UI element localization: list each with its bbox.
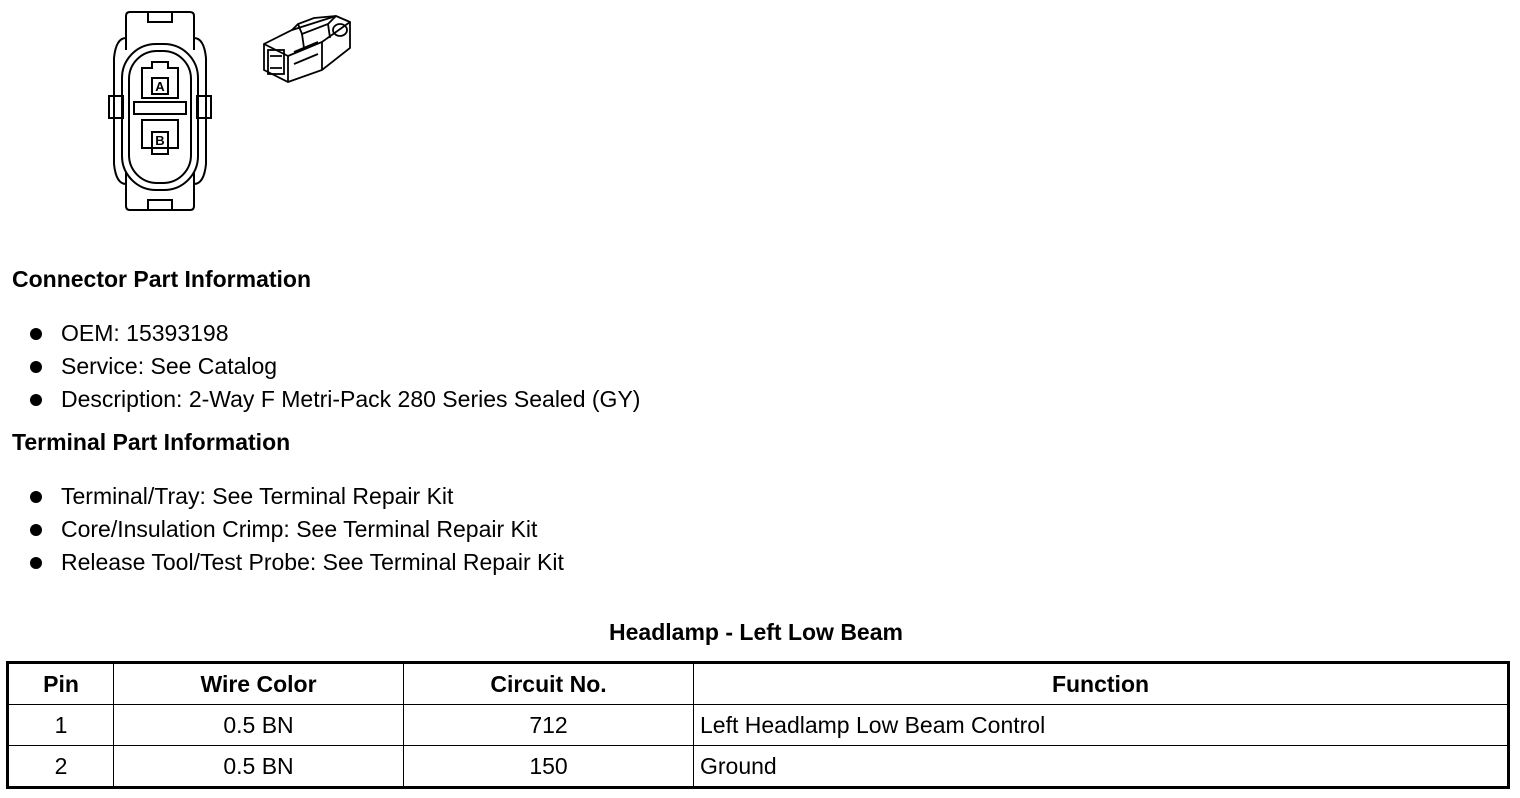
bullet-icon <box>30 524 42 536</box>
connector-description: Description: 2-Way F Metri-Pack 280 Series Sealed (GY) <box>61 386 641 412</box>
cavity-label-a: A <box>155 79 165 94</box>
service-part: Service: See Catalog <box>61 353 278 379</box>
bullet-icon <box>30 328 42 340</box>
pin-cell: 1 <box>8 705 114 746</box>
column-header-pin: Pin <box>8 663 114 705</box>
terminal-tray: Terminal/Tray: See Terminal Repair Kit <box>61 483 454 509</box>
table-row <box>8 705 1509 746</box>
column-header-circuit-no: Circuit No. <box>404 663 694 705</box>
list-item <box>28 317 640 350</box>
table-row <box>8 746 1509 788</box>
connector-part-info-list <box>28 317 640 416</box>
pin-table-title: Headlamp - Left Low Beam <box>609 619 903 645</box>
pin-table <box>6 661 1510 789</box>
table-header-row <box>8 663 1509 705</box>
circuit-no-cell: 150 <box>404 746 694 788</box>
cavity-label-b: B <box>155 133 165 148</box>
circuit-no-cell: 712 <box>404 705 694 746</box>
terminal-part-info-heading: Terminal Part Information <box>12 429 291 455</box>
function-cell: Ground <box>694 746 1509 788</box>
column-header-wire-color: Wire Color <box>114 663 404 705</box>
connector-part-info-heading: Connector Part Information <box>12 266 312 292</box>
oem-part-number: OEM: 15393198 <box>61 320 229 346</box>
column-header-function: Function <box>694 663 1509 705</box>
list-item <box>28 513 564 546</box>
wire-color-cell: 0.5 BN <box>114 705 404 746</box>
bullet-icon <box>30 394 42 406</box>
terminal-part-info-list <box>28 480 564 579</box>
pin-cell: 2 <box>8 746 114 788</box>
list-item <box>28 546 564 579</box>
list-item <box>28 480 564 513</box>
connector-face-view <box>104 8 216 214</box>
function-cell: Left Headlamp Low Beam Control <box>694 705 1509 746</box>
list-item <box>28 383 640 416</box>
bullet-icon <box>30 557 42 569</box>
bullet-icon <box>30 491 42 503</box>
connector-isometric-view <box>258 8 358 84</box>
core-insulation-crimp: Core/Insulation Crimp: See Terminal Repair Kit <box>61 516 538 542</box>
bullet-icon <box>30 361 42 373</box>
release-tool-test-probe: Release Tool/Test Probe: See Terminal Repair Kit <box>61 549 564 575</box>
wire-color-cell: 0.5 BN <box>114 746 404 788</box>
list-item <box>28 350 640 383</box>
